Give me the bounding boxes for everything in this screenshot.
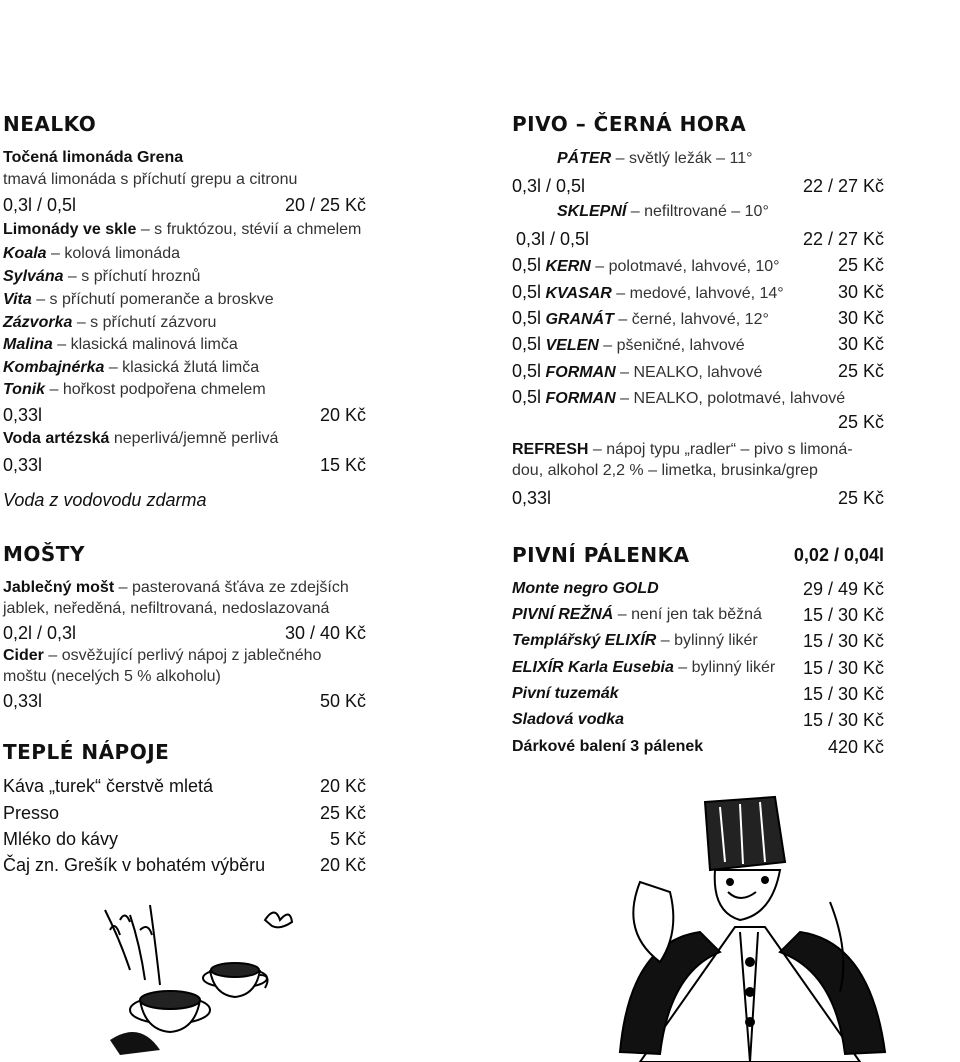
item-price: 15 / 30 Kč: [802, 710, 884, 730]
jablecny-name: Jablečný mošt: [3, 579, 115, 596]
item-name: Templářský ELIXÍR: [512, 632, 657, 649]
bottle-price: 25 Kč: [837, 255, 884, 275]
voda-desc: neperlivá/jemně perlivá: [109, 430, 279, 447]
item-price: 20 Kč: [319, 855, 366, 875]
bottle-size: 0,5l: [512, 255, 542, 275]
skle-size: 0,33l: [3, 405, 43, 425]
item-desc: – s příchutí pomeranče a broskve: [31, 291, 274, 308]
jablecny-size: 0,2l / 0,3l: [3, 623, 77, 643]
sklepni-line: [557, 203, 769, 221]
list-item: Presso: [3, 803, 60, 823]
list-item: [512, 580, 659, 598]
pater-name: PÁTER: [557, 150, 612, 167]
table-row: [512, 255, 780, 276]
palenka-heading: PIVNÍ PÁLENKA: [512, 543, 690, 567]
list-item: Káva „turek“ čerstvě mletá: [3, 776, 214, 796]
item-price: 20 Kč: [319, 776, 366, 796]
pater-size: 0,3l / 0,5l: [512, 176, 586, 196]
voda-line: [3, 430, 278, 448]
list-item: [3, 336, 238, 354]
forman2-size: 0,5l: [512, 387, 542, 407]
bottle-price: 30 Kč: [837, 282, 884, 302]
voda-price: 15 Kč: [319, 455, 366, 475]
item-price: 15 / 30 Kč: [802, 631, 884, 651]
grena-desc: tmavá limonáda s příchutí grepu a citronu: [3, 171, 298, 188]
table-row: [512, 282, 784, 303]
forman2-desc: – NEALKO, polotmavé, lahvové: [615, 390, 846, 407]
grena-size: 0,3l / 0,5l: [3, 195, 77, 215]
item-name: Vita: [3, 291, 32, 308]
bottle-price: 25 Kč: [837, 361, 884, 381]
grena-name: Točená limonáda Grena: [3, 149, 184, 166]
list-item: [512, 659, 775, 677]
bottle-name: KVASAR: [545, 285, 612, 302]
item-price: 29 / 49 Kč: [802, 579, 884, 599]
table-row: [512, 334, 745, 355]
item-price: 15 / 30 Kč: [802, 658, 884, 678]
sklepni-desc: – nefiltrované – 10°: [626, 203, 769, 220]
bottle-price: 30 Kč: [837, 334, 884, 354]
item-name: Sylvána: [3, 268, 64, 285]
sklepni-price: 22 / 27 Kč: [802, 229, 884, 249]
list-item: [512, 632, 758, 650]
bottle-desc: – černé, lahvové, 12°: [613, 311, 769, 328]
table-row: [512, 308, 769, 329]
item-desc: – bylinný likér: [673, 659, 776, 676]
mosty-heading: MOŠTY: [3, 542, 85, 566]
item-desc: – klasická žlutá limča: [104, 359, 260, 376]
list-item: Mléko do kávy: [3, 829, 119, 849]
pater-desc: – světlý ležák – 11°: [611, 150, 753, 167]
cider-size: 0,33l: [3, 691, 43, 711]
item-name: Sladová vodka: [512, 711, 625, 728]
item-name: Kombajnérka: [3, 359, 105, 376]
bottle-size: 0,5l: [512, 308, 542, 328]
jablecny-desc2: jablek, neředěná, nefiltrovaná, nedoslazovaná: [3, 600, 330, 617]
bottle-desc: – pšeničné, lahvové: [598, 337, 745, 354]
bottle-name: GRANÁT: [545, 311, 614, 328]
list-item: [3, 314, 216, 332]
item-price: 25 Kč: [319, 803, 366, 823]
list-item: [3, 359, 259, 377]
pater-line: [557, 150, 753, 168]
item-name: Zázvorka: [3, 314, 73, 331]
item-desc: – není jen tak běžná: [613, 606, 762, 623]
sklepni-name: SKLEPNÍ: [557, 203, 627, 220]
item-price: 15 / 30 Kč: [802, 605, 884, 625]
pivo-heading: PIVO – ČERNÁ HORA: [512, 112, 747, 136]
item-price: 5 Kč: [329, 829, 366, 849]
bottle-name: FORMAN: [545, 364, 616, 381]
refresh-price: 25 Kč: [837, 488, 884, 508]
cider-desc: – osvěžující perlivý nápoj z jablečného: [43, 647, 322, 664]
bottle-desc: – medové, lahvové, 14°: [611, 285, 784, 302]
item-desc: – s příchutí zázvoru: [72, 314, 217, 331]
bottle-desc: – polotmavé, lahvové, 10°: [590, 258, 780, 275]
refresh-desc2: dou, alkohol 2,2 % – limetka, brusinka/grep: [512, 462, 818, 479]
item-name: Pivní tuzemák: [512, 685, 619, 702]
bottle-size: 0,5l: [512, 334, 542, 354]
voda-size: 0,33l: [3, 455, 43, 475]
skle-name: Limonády ve skle: [3, 221, 137, 238]
item-price: 15 / 30 Kč: [802, 684, 884, 704]
list-item: [3, 381, 266, 399]
item-name: Malina: [3, 336, 53, 353]
list-item: [3, 245, 180, 263]
item-desc: – s příchutí hroznů: [63, 268, 201, 285]
skle-line: [3, 221, 361, 239]
cider-desc2: moštu (necelých 5 % alkoholu): [3, 668, 221, 685]
cider-name: Cider: [3, 647, 44, 664]
jablecny-desc: – pasterovaná šťáva ze zdejších: [114, 579, 349, 596]
jablecny-price: 30 / 40 Kč: [284, 623, 366, 643]
teple-heading: TEPLÉ NÁPOJE: [3, 740, 170, 764]
list-item: Čaj zn. Grešík v bohatém výběru: [3, 855, 266, 875]
refresh-desc: – nápoj typu „radler“ – pivo s limoná-: [588, 441, 853, 458]
coffee-cups-illustration: [100, 900, 300, 1060]
voda-free: Voda z vodovodu zdarma: [3, 490, 207, 510]
cider-price: 50 Kč: [319, 691, 366, 711]
item-name: PIVNÍ REŽNÁ: [512, 606, 614, 623]
palenka-sizes: 0,02 / 0,04l: [793, 545, 884, 565]
bottle-name: KERN: [545, 258, 591, 275]
item-name: Monte negro GOLD: [512, 580, 659, 597]
item-name: Tonik: [3, 381, 46, 398]
item-name: Koala: [3, 245, 47, 262]
skle-desc: – s fruktózou, stévií a chmelem: [136, 221, 362, 238]
nealko-heading: NEALKO: [3, 112, 97, 136]
hussar-illustration: [600, 792, 900, 1062]
item-desc: – kolová limonáda: [46, 245, 180, 262]
table-row: [512, 361, 762, 382]
forman2-line: [512, 387, 845, 408]
sklepni-size: 0,3l / 0,5l: [516, 229, 590, 249]
voda-name: Voda artézská: [3, 430, 110, 447]
refresh-line: [512, 441, 853, 459]
forman2-name: FORMAN: [545, 390, 616, 407]
skle-price: 20 Kč: [319, 405, 366, 425]
forman2-price: 25 Kč: [837, 412, 884, 432]
list-item: [3, 268, 200, 286]
jablecny-line: [3, 579, 349, 597]
gift-price: 420 Kč: [827, 737, 884, 757]
bottle-price: 30 Kč: [837, 308, 884, 328]
pater-price: 22 / 27 Kč: [802, 176, 884, 196]
grena-price: 20 / 25 Kč: [284, 195, 366, 215]
item-desc: – klasická malinová limča: [52, 336, 238, 353]
list-item: [512, 606, 762, 624]
item-desc: – hořkost podpořena chmelem: [45, 381, 266, 398]
list-item: [3, 291, 274, 309]
gift-name: Dárkové balení 3 pálenek: [512, 738, 704, 755]
item-name: ELIXÍR Karla Eusebia: [512, 659, 674, 676]
list-item: [512, 685, 619, 703]
refresh-size: 0,33l: [512, 488, 552, 508]
bottle-desc: – NEALKO, lahvové: [615, 364, 763, 381]
refresh-name: REFRESH: [512, 441, 589, 458]
bottle-size: 0,5l: [512, 282, 542, 302]
bottle-size: 0,5l: [512, 361, 542, 381]
item-desc: – bylinný likér: [656, 632, 758, 649]
bottle-name: VELEN: [545, 337, 599, 354]
list-item: [512, 711, 624, 729]
cider-line: [3, 647, 321, 665]
